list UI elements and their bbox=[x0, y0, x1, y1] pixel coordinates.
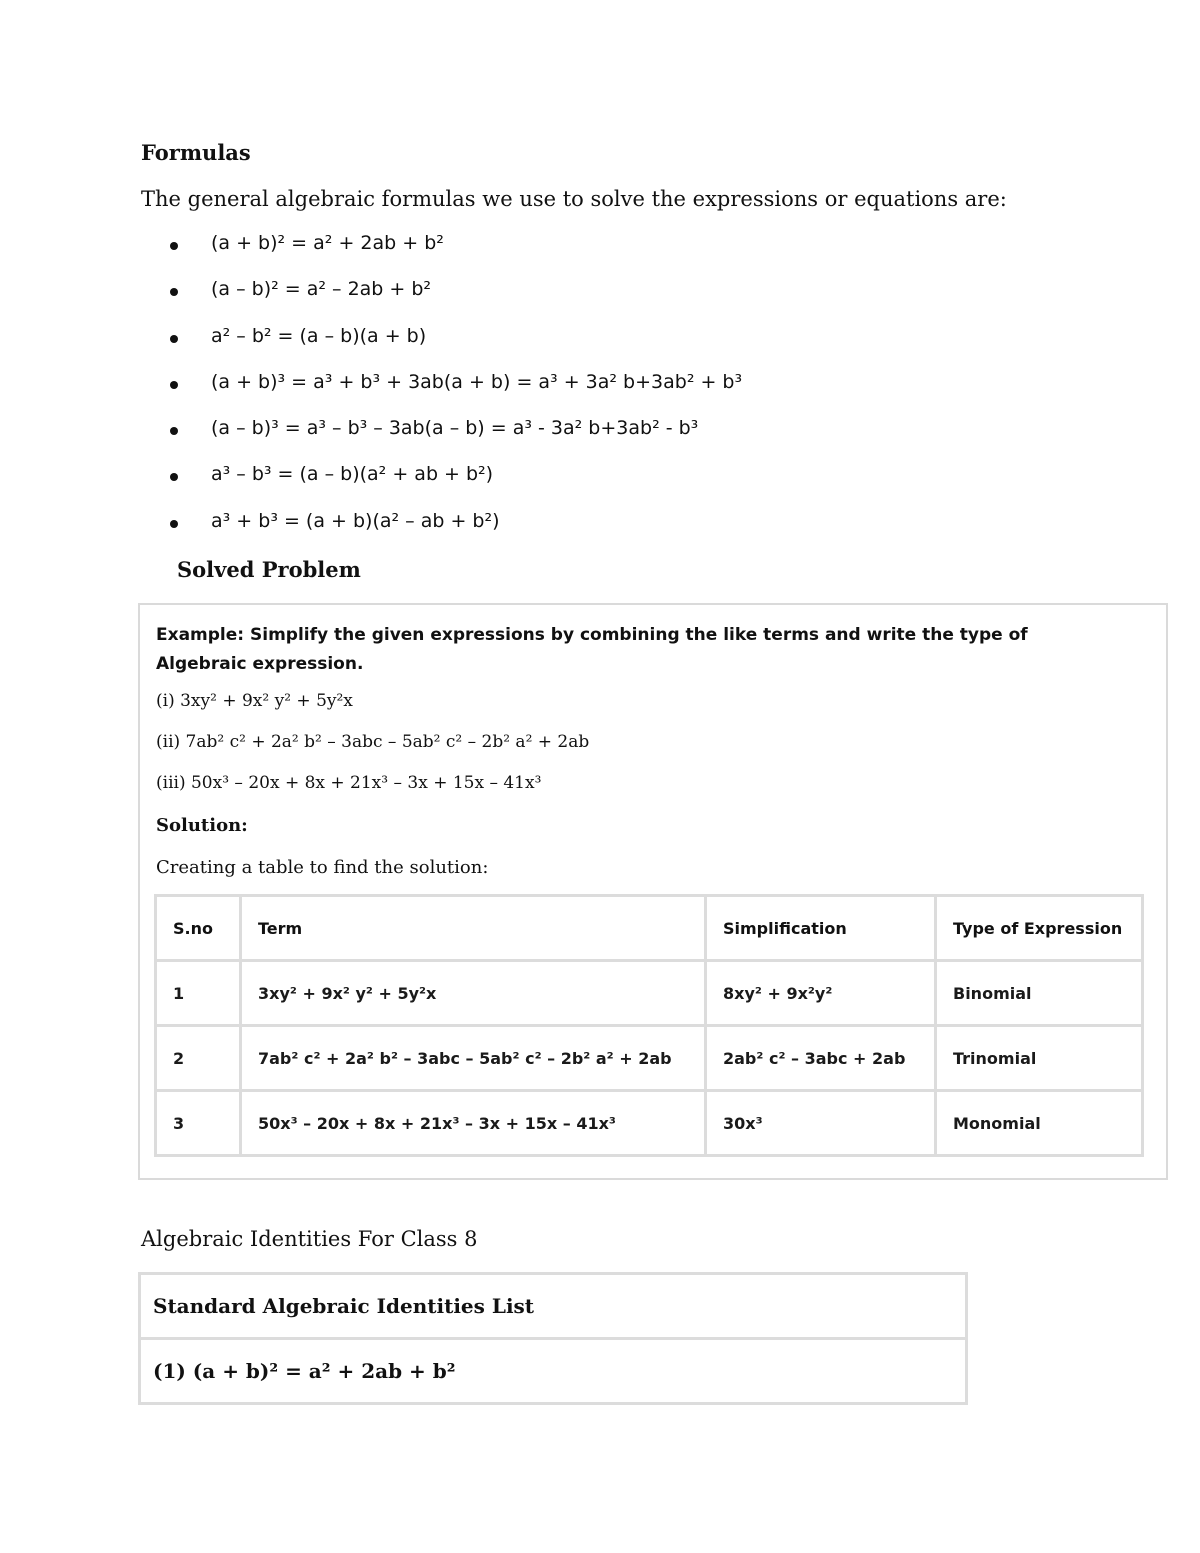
bullet-icon bbox=[170, 335, 178, 343]
column-header: S.no bbox=[156, 896, 241, 961]
table-cell: 3xy² + 9x² y² + 5y²x bbox=[241, 961, 706, 1026]
problem-1: (i) 3xy² + 9x² y² + 5y²x bbox=[156, 691, 353, 711]
formula-item: a³ – b³ = (a – b)(a² + ab + b²) bbox=[170, 463, 742, 509]
table-cell: 3 bbox=[156, 1091, 241, 1156]
bullet-icon bbox=[170, 242, 178, 250]
formulas-heading: Formulas bbox=[141, 140, 251, 165]
table-row bbox=[156, 961, 1143, 1026]
table-cell: Trinomial bbox=[936, 1026, 1143, 1091]
solution-label: Solution: bbox=[156, 815, 248, 836]
formula-item: (a – b)³ = a³ – b³ – 3ab(a – b) = a³ - 3a² b+3ab² - b³ bbox=[170, 417, 742, 463]
identity-item: (1) (a + b)² = a² + 2ab + b² bbox=[140, 1339, 967, 1404]
example-statement bbox=[156, 621, 1116, 679]
column-header: Type of Expression bbox=[936, 896, 1143, 961]
bullet-icon bbox=[170, 520, 178, 528]
table-cell: 7ab² c² + 2a² b² – 3abc – 5ab² c² – 2b² a² + 2ab bbox=[241, 1026, 706, 1091]
formula-item: (a – b)² = a² – 2ab + b² bbox=[170, 278, 742, 324]
bullet-icon bbox=[170, 381, 178, 389]
table-cell: 1 bbox=[156, 961, 241, 1026]
table-cell: 8xy² + 9x²y² bbox=[706, 961, 936, 1026]
table-cell: Binomial bbox=[936, 961, 1143, 1026]
table-header-row bbox=[156, 896, 1143, 961]
identities-table-title: Standard Algebraic Identities List bbox=[140, 1274, 967, 1339]
bullet-icon bbox=[170, 427, 178, 435]
table-row bbox=[140, 1339, 967, 1404]
solved-problem-heading: Solved Problem bbox=[177, 557, 361, 582]
example-label: Example: bbox=[156, 625, 245, 645]
formula-list bbox=[170, 232, 742, 556]
formulas-intro: The general algebraic formulas we use to solve the expressions or equations are: bbox=[141, 187, 1007, 211]
table-cell: 50x³ – 20x + 8x + 21x³ – 3x + 15x – 41x³ bbox=[241, 1091, 706, 1156]
formula-item: a² – b² = (a – b)(a + b) bbox=[170, 325, 742, 371]
identities-table bbox=[138, 1272, 968, 1405]
table-cell: 2 bbox=[156, 1026, 241, 1091]
column-header: Simplification bbox=[706, 896, 936, 961]
formula-item: a³ + b³ = (a + b)(a² – ab + b²) bbox=[170, 510, 742, 556]
example-text: Simplify the given expressions by combining the like terms and write the type of Algebraic expression. bbox=[156, 625, 1028, 674]
table-row bbox=[140, 1274, 967, 1339]
table-cell: 2ab² c² – 3abc + 2ab bbox=[706, 1026, 936, 1091]
table-cell: Monomial bbox=[936, 1091, 1143, 1156]
bullet-icon bbox=[170, 473, 178, 481]
table-row bbox=[156, 1026, 1143, 1091]
problem-2: (ii) 7ab² c² + 2a² b² – 3abc – 5ab² c² – 2b² a² + 2ab bbox=[156, 732, 590, 752]
problem-3: (iii) 50x³ – 20x + 8x + 21x³ – 3x + 15x – 41x³ bbox=[156, 773, 542, 793]
formula-item: (a + b)² = a² + 2ab + b² bbox=[170, 232, 742, 278]
column-header: Term bbox=[241, 896, 706, 961]
solution-intro: Creating a table to find the solution: bbox=[156, 857, 489, 878]
example-box bbox=[138, 603, 1168, 1180]
formula-item: (a + b)³ = a³ + b³ + 3ab(a + b) = a³ + 3a² b+3ab² + b³ bbox=[170, 371, 742, 417]
solution-table bbox=[154, 894, 1144, 1157]
bullet-icon bbox=[170, 288, 178, 296]
table-cell: 30x³ bbox=[706, 1091, 936, 1156]
identities-heading: Algebraic Identities For Class 8 bbox=[141, 1227, 478, 1251]
table-row bbox=[156, 1091, 1143, 1156]
